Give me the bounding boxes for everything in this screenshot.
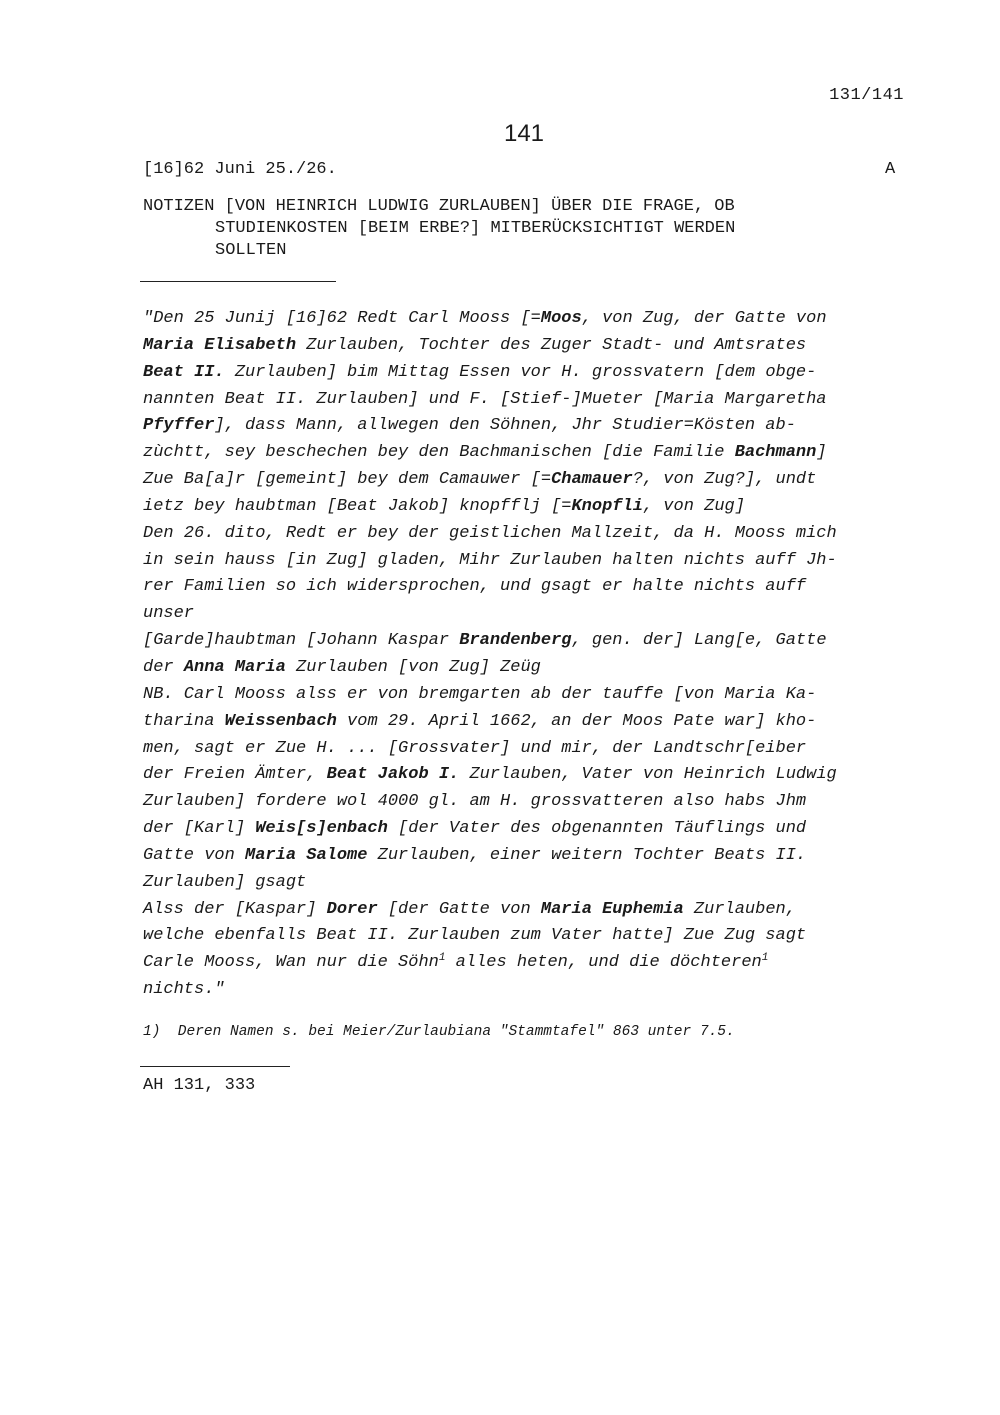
body-line: NB. Carl Mooss alss er von bremgarten ab der tauffe [von Maria Ka-	[143, 684, 817, 704]
transcription-body	[143, 306, 923, 1004]
body-line: [Garde]haubtman [Johann Kaspar Brandenberg, gen. der] Lang[e, Gatte	[143, 631, 827, 651]
body-line: der Anna Maria Zurlauben [von Zug] Zeüg	[143, 657, 541, 677]
body-line: Den 26. dito, Redt er bey der geistlichen Mallzeit, da H. Mooss mich	[143, 523, 837, 543]
footer-rule	[140, 1066, 290, 1067]
body-line: rer Familien so ich widersprochen, und gsagt er halte nichts auff	[143, 577, 807, 597]
body-line: nannten Beat II. Zurlauben] und F. [Stief-]Mueter [Maria Margaretha	[143, 389, 827, 409]
body-line: unser	[143, 604, 195, 624]
body-line: Zue Ba[a]r [gemeint] bey dem Camauwer [=Chamauer?, von Zug?], undt	[143, 470, 817, 490]
body-line: Maria Elisabeth Zurlauben, Tochter des Zuger Stadt- und Amtsrates	[143, 335, 807, 355]
footnote: 1) Deren Namen s. bei Meier/Zurlaubiana "Stammtafel" 863 unter 7.5.	[143, 1024, 735, 1040]
body-line: zùchtt, sey beschechen bey den Bachmanischen [die Familie Bachmann]	[143, 443, 827, 463]
document-number: 141	[503, 120, 545, 147]
body-line: Alss der [Kaspar] Dorer [der Gatte von Maria Euphemia Zurlauben,	[143, 899, 796, 919]
body-line: der [Karl] Weis[s]enbach [der Vater des obgenannten Täuflings und	[143, 819, 807, 839]
body-line: Carle Mooss, Wan nur die Söhn$^1$ alles heten, und die döchteren$^1$	[143, 952, 769, 973]
page-reference: 131/141	[829, 86, 904, 105]
body-line: Zurlauben] gsagt	[143, 872, 307, 892]
body-line: men, sagt er Zue H. ... [Grossvater] und mir, der Landtschr[eiber	[143, 738, 807, 758]
document-date: [16]62 Juni 25./26.	[143, 160, 337, 179]
body-line: tharina Weissenbach vom 29. April 1662, an der Moos Pate war] kho-	[143, 711, 817, 731]
body-line: der Freien Ämter, Beat Jakob I. Zurlauben, Vater von Heinrich Ludwig	[143, 765, 837, 785]
footnote-marker: 1	[438, 952, 446, 965]
body-line: "Den 25 Junij [16]62 Redt Carl Mooss [=Moos, von Zug, der Gatte von	[143, 309, 827, 328]
heading-line-3: SOLLTEN	[215, 241, 287, 260]
heading-line-1: NOTIZEN [VON HEINRICH LUDWIG ZURLAUBEN] ÜBER DIE FRAGE, OB	[143, 197, 735, 216]
body-line: Pfyffer], dass Mann, allwegen den Söhnen, Jhr Studier=Kösten ab-	[143, 416, 796, 436]
body-line: in sein hauss [in Zug] gladen, Mihr Zurlauben halten nichts auff Jh-	[143, 550, 837, 570]
heading-line-2: STUDIENKOSTEN [BEIM ERBE?] MITBERÜCKSICHTIGT WERDEN	[215, 219, 736, 238]
footnote-marker: 1	[761, 952, 769, 965]
archive-reference: AH 131, 333	[143, 1076, 256, 1095]
separator-rule	[140, 281, 336, 282]
body-line: Gatte von Maria Salome Zurlauben, einer weitern Tochter Beats II.	[143, 845, 807, 865]
body-line: Beat II. Zurlauben] bim Mittag Essen vor H. grossvatern [dem obge-	[143, 362, 817, 382]
body-line: ietz bey haubtman [Beat Jakob] knopfflj [=Knopfli, von Zug]	[143, 496, 745, 516]
body-line: nichts."	[143, 980, 225, 1000]
variant-letter: A	[885, 160, 896, 179]
body-line: Zurlauben] fordere wol 4000 gl. am H. grossvatteren also habs Jhm	[143, 792, 807, 812]
body-line: welche ebenfalls Beat II. Zurlauben zum Vater hatte] Zue Zug sagt	[143, 926, 807, 946]
document-heading	[143, 196, 863, 262]
